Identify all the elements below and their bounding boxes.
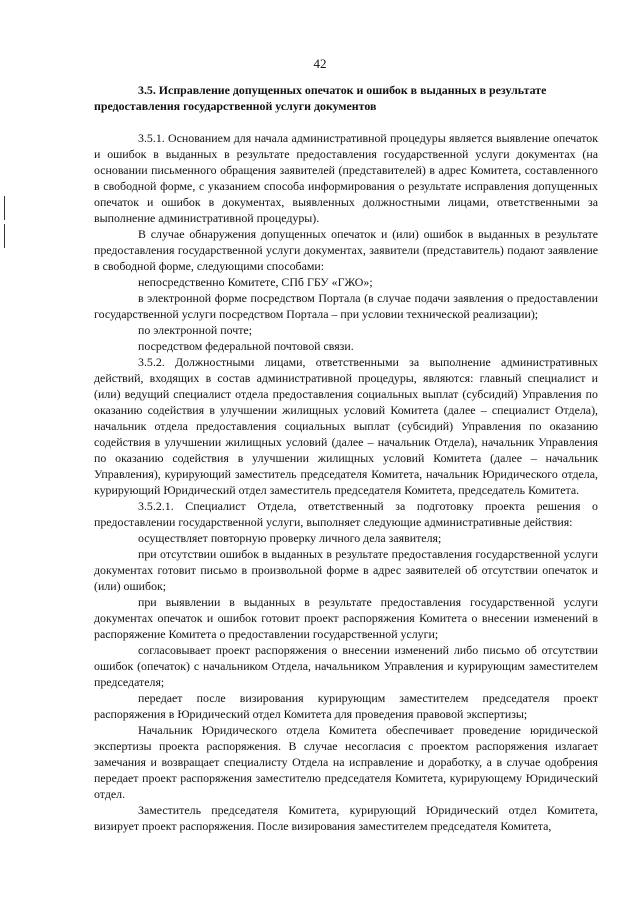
list-item: в электронной форме посредством Портала (в случае подачи заявления о предоставлении государственной услуги посредством Портала – при условии технической реализации);	[94, 291, 598, 321]
list-item: при отсутствии ошибок в выданных в результате предоставления государственной услуги документах готовит письмо в произвольной форме в адрес заявителей об отсутствии опечаток и (или) ошибок;	[94, 547, 598, 593]
list-item: согласовывает проект распоряжения о внесении изменений либо письмо об отсутствии ошибок (опечаток) с начальником Отдела, начальником Управления и курирующим заместителем председателя;	[94, 643, 598, 689]
page-number: 42	[313, 56, 327, 71]
margin-mark	[4, 196, 5, 220]
paragraph: Начальник Юридического отдела Комитета обеспечивает проведение юридической экспертизы проекта распоряжения. В случае несогласия с проектом распоряжения излагает замечания и возвращает специалисту Отдела на исправление и доработку, а в случае одобрения передает проект распоряжения заместителю председателя Комитета, курирующему Юридический отдел.	[94, 723, 598, 801]
list-item: по электронной почте;	[138, 323, 252, 337]
paragraph: 3.5.1. Основанием для начала административной процедуры является выявление опечаток и ошибок в выданных в результате предоставления государственной услуги документах (на основании письменного обращения заявителей (представителей) в адрес Комитета, составленного в свободной форме, с указанием способа информирования о результате исправления допущенных опечаток и ошибок в документах, выявленных должностными лицами, ответственными за выполнение административной процедуры).	[94, 131, 598, 225]
paragraph: 3.5.2.1. Специалист Отдела, ответственный за подготовку проекта решения о предоставлении государственной услуги, выполняет следующие административные действия:	[94, 499, 598, 529]
paragraph: В случае обнаружения допущенных опечаток и (или) ошибок в выданных в результате предоставления государственной услуги документах, заявители (представитель) подают заявление в свободной форме, следующими способами:	[94, 227, 598, 273]
list-item: осуществляет повторную проверку личного дела заявителя;	[138, 531, 442, 545]
margin-mark	[4, 224, 5, 248]
paragraph-list	[94, 130, 598, 834]
list-item: передает после визирования курирующим заместителем председателя проект распоряжения в Юридический отдел Комитета для проведения правовой экспертизы;	[94, 691, 598, 721]
document-body	[94, 82, 598, 834]
paragraph: 3.5.2. Должностными лицами, ответственными за выполнение административных действий, входящих в состав административной процедуры, являются: главный специалист и (или) ведущий специалист отдела предоставления социальных выплат (субсидий) Управления по оказанию содействия в улучшении жилищных условий Комитета (далее – специалист Отдела), начальник отдела предоставления социальных выплат (субсидий) Управления по оказанию содействия в улучшении жилищных условий (далее – начальник Отдела), начальник Управления по оказанию содействия в улучшении жилищных условий Комитета (далее – начальник Управления), курирующий заместитель председателя Комитета, начальник Юридического отдела, курирующий Юридический отдел заместитель председателя Комитета, председатель Комитета.	[94, 355, 598, 497]
list-item: посредством федеральной почтовой связи.	[138, 339, 354, 353]
list-item: при выявлении в выданных в результате предоставления государственной услуги документах опечаток и ошибок готовит проект распоряжения Комитета о внесении изменений в распоряжение Комитета о предоставлении государственной услуги;	[94, 595, 598, 641]
section-heading: 3.5. Исправление допущенных опечаток и ошибок в выданных в результате предоставления государственной услуги документов	[94, 83, 547, 113]
paragraph: Заместитель председателя Комитета, курирующий Юридический отдел Комитета, визирует проект распоряжения. После визирования заместителем председателя Комитета,	[94, 803, 598, 833]
list-item: непосредственно Комитете, СПб ГБУ «ГЖО»;	[138, 275, 373, 289]
